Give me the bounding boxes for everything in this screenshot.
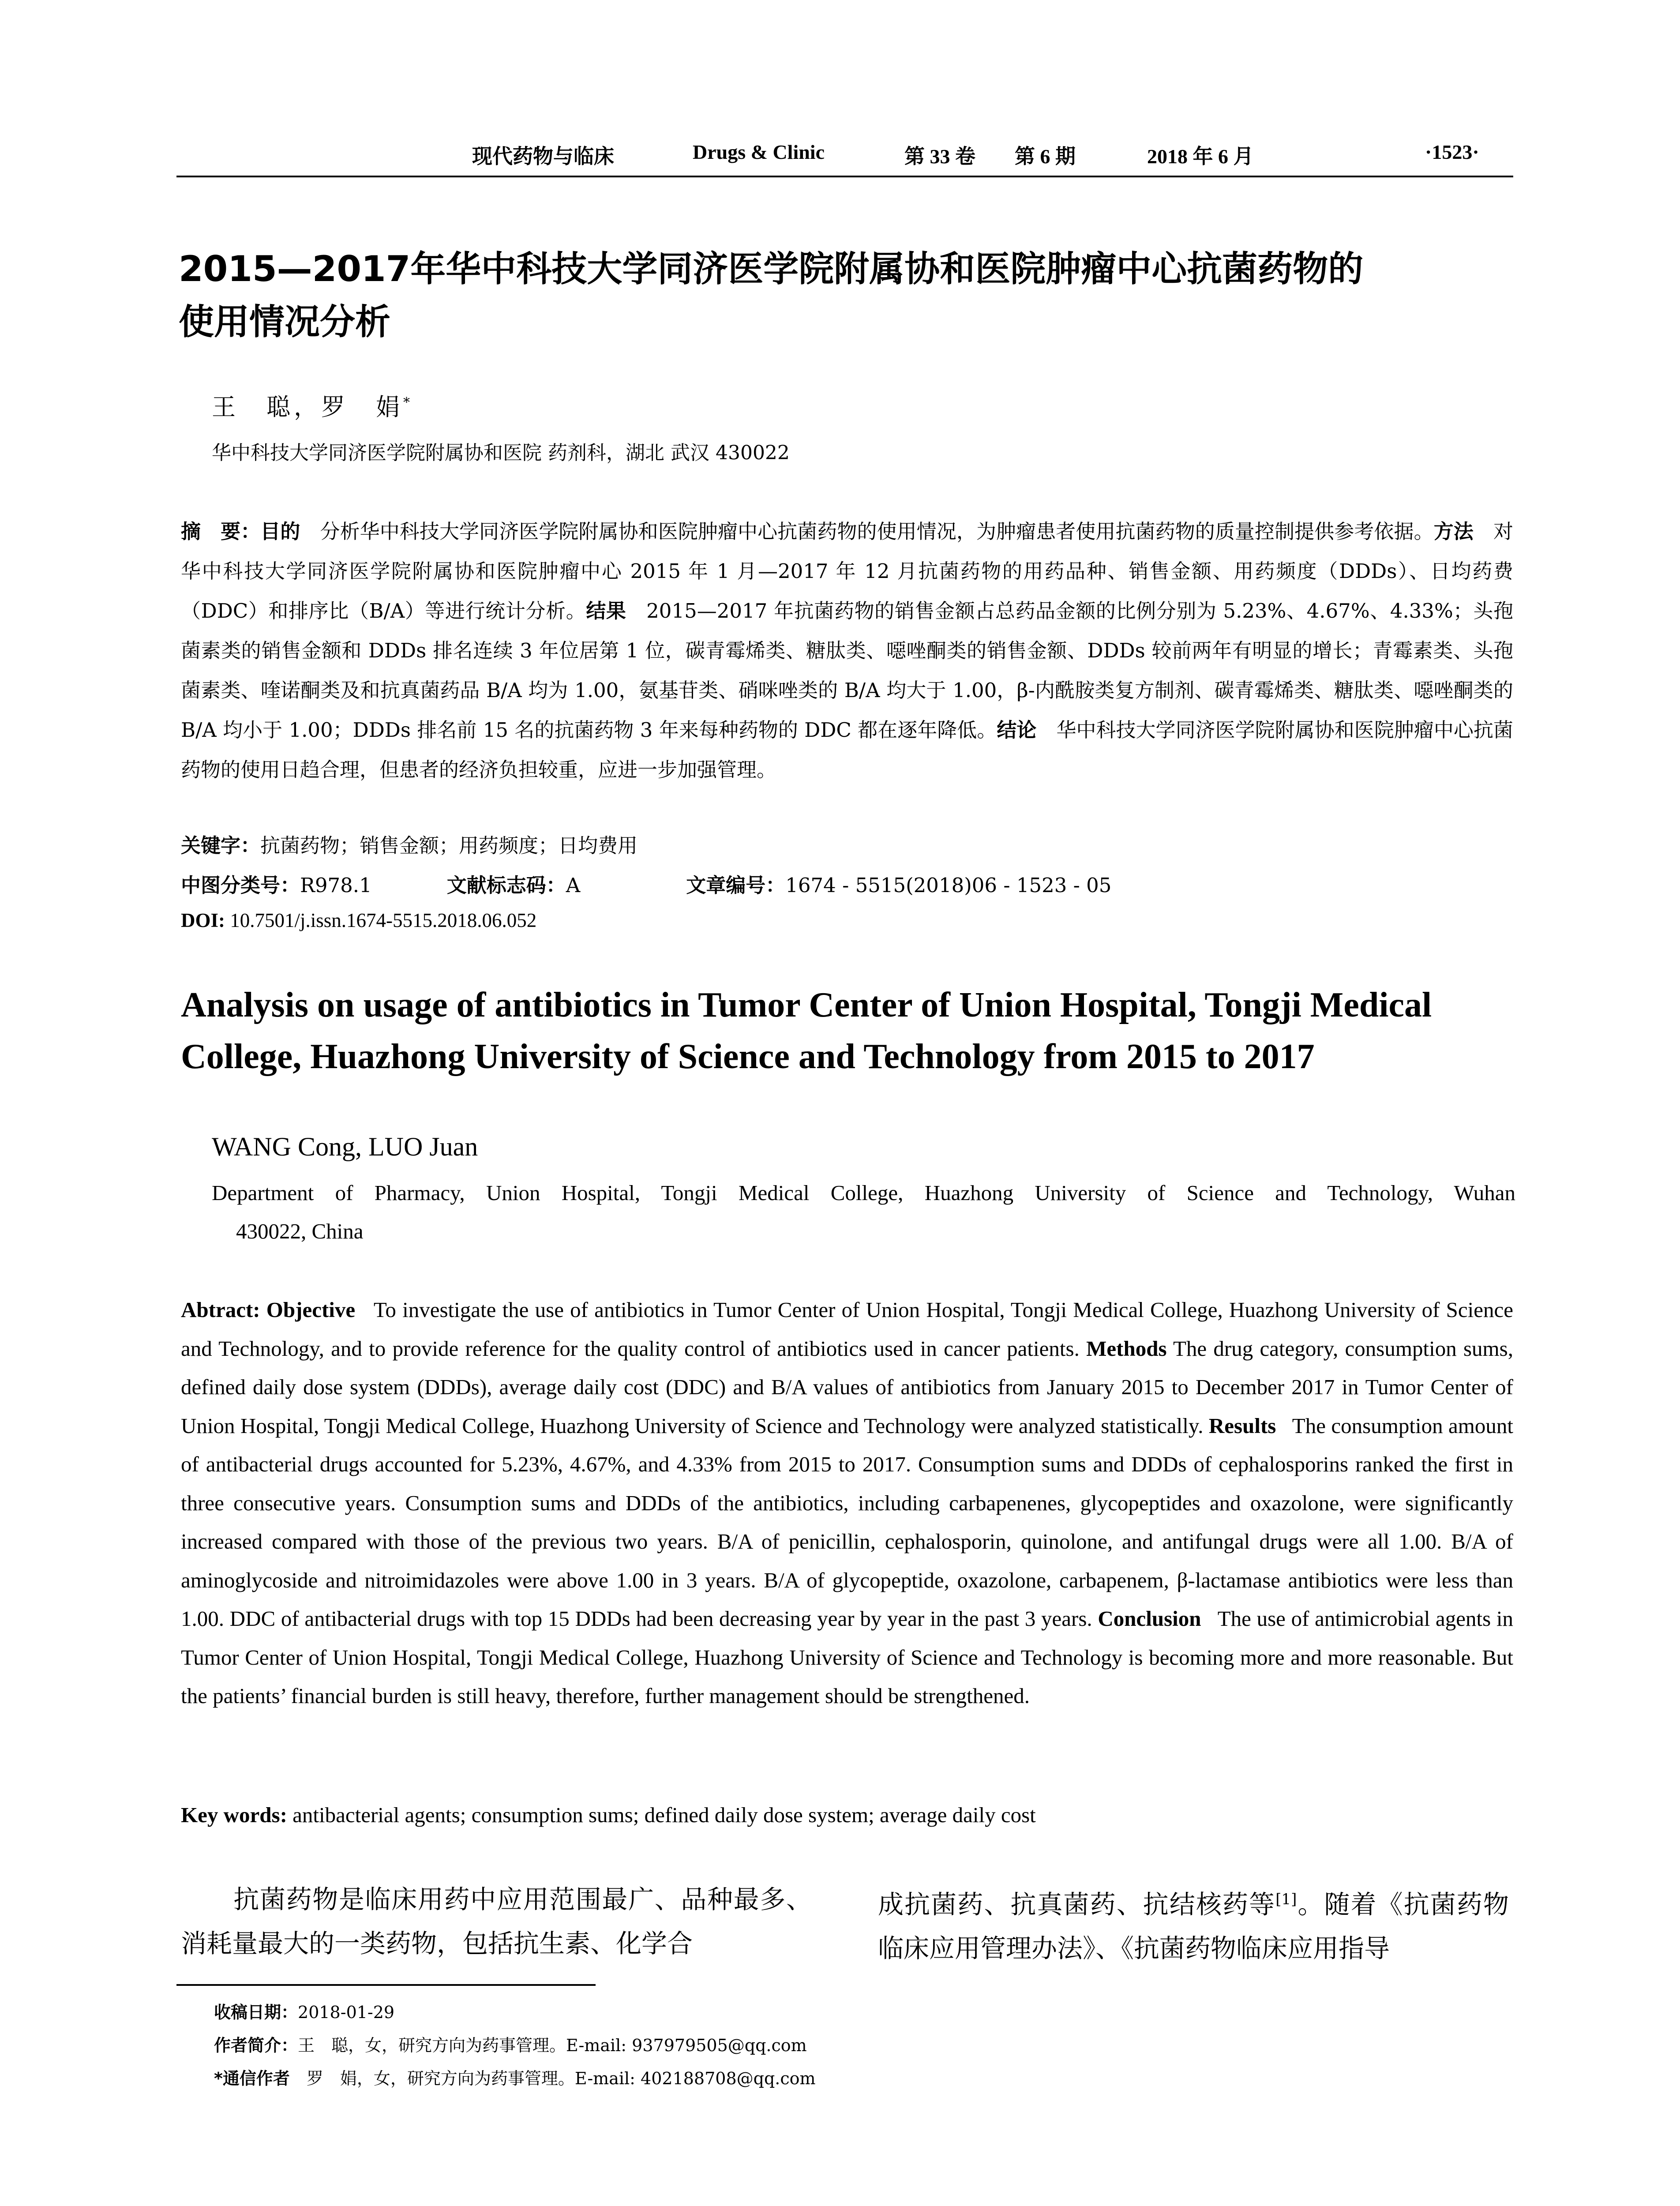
classification-line <box>181 869 1111 898</box>
received-date: 2018-01-29 <box>298 2003 395 2022</box>
body-column-left: 抗菌药物是临床用药中应用范围最广、品种最多、消耗量最大的一类药物，包括抗生素、化学合 <box>181 1884 812 1958</box>
doi-value: 10.7501/j.issn.1674-5515.2018.06.052 <box>230 909 537 931</box>
affiliation-zh: 华中科技大学同济医学院附属协和医院 药剂科，湖北 武汉 430022 <box>212 442 790 464</box>
abstract-en-results-label: Results <box>1208 1413 1276 1438</box>
abstract-zh-objective: 分析华中科技大学同济医学院附属协和医院肿瘤中心抗菌药物的使用情况，为肿瘤患者使用抗菌药物的质量控制提供参考依据。 <box>320 520 1434 543</box>
doi-line <box>181 909 536 932</box>
authors-en: WANG Cong, LUO Juan <box>212 1132 478 1161</box>
abstract-zh-methods: 对华中科技大学同济医学院附属协和医院肿瘤中心 2015 年 1 月—2017 年 12 月抗菌药物的用药品种、销售金额、用药频度（DDDs）、日均药费（DDC）和排序比（B/A）等进行统计分析。 <box>181 520 1513 623</box>
issue: 第 6 期 <box>1015 145 1076 168</box>
keywords-en-text: antibacterial agents; consumption sums; defined daily dose system; average daily cost <box>292 1803 1036 1827</box>
journal-name-en: Drugs & Clinic <box>693 141 825 163</box>
clc-value: R978.1 <box>300 874 372 897</box>
abstract-zh-conclusion-label: 结论 <box>997 718 1037 742</box>
page-number: ·1523· <box>1425 141 1479 163</box>
title-zh-line2: 使用情况分析 <box>179 301 390 342</box>
title-en-line1: Analysis on usage of antibiotics in Tumor Center of Union Hospital, Tongji Medical <box>181 986 1432 1024</box>
abstract-en-methods: The drug category, consumption sums, defined daily dose system (DDDs), average daily cost (DDC) and B/A values of antibiotics from January 2015 to December 2017 in Tumor Center of Union Hospital, Tongji Medical College, Huazhong University of Science and Technology were analyzed statistically. <box>181 1336 1513 1438</box>
doi-label: DOI: <box>181 909 225 931</box>
title-en-line2: College, Huazhong University of Science and Technology from 2015 to 2017 <box>181 1037 1315 1076</box>
abstract-en-methods-label: Methods <box>1086 1336 1167 1361</box>
abstract-en-objective: To investigate the use of antibiotics in Tumor Center of Union Hospital, Tongji Medical College, Huazhong University of Science and Technology, and to provide reference for the quality control of antibiotics used in cancer patients. <box>181 1298 1513 1361</box>
footnote-rule <box>176 1984 596 1986</box>
body-column-right <box>878 1877 1509 1970</box>
abstract-en <box>181 1291 1513 1715</box>
abstract-en-conclusion-label: Conclusion <box>1098 1606 1201 1631</box>
footnote-corresponding <box>214 2065 816 2089</box>
authors-zh <box>212 388 410 422</box>
received-label: 收稿日期： <box>214 2003 298 2022</box>
affiliation-en-line2: 430022, China <box>236 1219 364 1243</box>
keywords-en-label: Key words: <box>181 1803 287 1827</box>
keywords-zh-text: 抗菌药物；销售金额；用药频度；日均费用 <box>260 834 638 857</box>
abstract-zh-methods-label: 方法 <box>1433 520 1474 543</box>
doccode-label: 文献标志码： <box>446 874 566 897</box>
abstract-en-label: Abtract: Objective <box>181 1298 356 1322</box>
corresponding-bio: 罗 娟，女，研究方向为药事管理。E-mail: 402188708@qq.com <box>289 2069 816 2088</box>
abstract-zh-results: 2015—2017 年抗菌药物的销售金额占总药品金额的比例分别为 5.23%、4.67%、4.33%；头孢菌素类的销售金额和 DDDs 排名连续 3 年位居第 1 位，碳青霉烯类、糖肽类、噁唑酮类的销售金额、DDDs 较前两年有明显的增长；青霉素类、头孢菌素类、喹诺酮类及和抗真菌药品 B/A 均为 1.00，氨基苷类、硝咪唑类的 B/A 均大于 1.00，β-内酰胺类复方制剂、碳青霉烯类、糖肽类、噁唑酮类的 B/A 均小于 1.00；DDDs 排名前 15 名的抗菌药物 3 年来每种药物的 DDC 都在逐年降低。 <box>181 599 1513 742</box>
doccode-value: A <box>566 874 581 897</box>
abstract-en-results: The consumption amount of antibacterial drugs accounted for 5.23%, 4.67%, and 4.33% from 2015 to 2017. Consumption sums and DDDs of cephalosporins ranked the first in three consecutive years. Consumption sums and DDDs of the antibiotics, including carbapenenes, glycopeptides and oxazolone, were significantly increased compared with those of the previous two years. B/A of penicillin, cephalosporin, quinolone, and antifungal drugs were all 1.00. B/A of aminoglycoside and nitroimidazoles were above 1.00 in 3 years. B/A of glycopeptide, oxazolone, carbapenem, β-lactamase antibiotics were less than 1.00. DDC of antibacterial drugs with top 15 DDDs had been decreasing year by year in the past 3 years. <box>181 1413 1513 1631</box>
footnote-author <box>214 2032 807 2056</box>
authors-zh-names: 王 聪，罗 娟 <box>212 393 403 421</box>
volume: 第 33 卷 <box>904 145 975 168</box>
author-bio: 王 聪，女，研究方向为药事管理。E-mail: 937979505@qq.com <box>298 2036 807 2055</box>
article-title-en <box>181 979 1522 1083</box>
author-bio-label: 作者简介： <box>214 2036 298 2055</box>
running-header <box>176 140 1513 176</box>
article-title-zh <box>179 243 1515 349</box>
abstract-zh <box>181 512 1513 790</box>
header-rule <box>176 176 1513 177</box>
body-right-text-b: 。随着《抗菌药物临床应用管理办法》、《抗菌药物临床应用指导 <box>878 1889 1509 1964</box>
articleno-label: 文章编号： <box>686 874 786 897</box>
abstract-zh-conclusion: 华中科技大学同济医学院附属协和医院肿瘤中心抗菌药物的使用日趋合理，但患者的经济负担较重，应进一步加强管理。 <box>181 718 1513 781</box>
abstract-zh-label: 摘 要：目的 <box>181 520 300 543</box>
keywords-en <box>181 1802 1036 1827</box>
corresponding-mark: * <box>403 395 410 410</box>
issue-date: 2018 年 6 月 <box>1147 145 1254 168</box>
keywords-zh-label: 关键字： <box>181 834 261 857</box>
affiliation-en <box>212 1174 1515 1250</box>
abstract-en-conclusion: The use of antimicrobial agents in Tumor Center of Union Hospital, Tongji Medical College, Huazhong University of Science and Technology is becoming more and more reasonable. But the patients’ financial burden is still heavy, therefore, further management should be strengthened. <box>181 1606 1513 1708</box>
footnote-received <box>214 1999 394 2023</box>
journal-name-zh: 现代药物与临床 <box>472 145 614 168</box>
body-right-text-a: 成抗菌药、抗真菌药、抗结核药等 <box>878 1889 1276 1920</box>
abstract-zh-results-label: 结果 <box>586 599 626 623</box>
citation-ref: [1] <box>1275 1891 1297 1908</box>
keywords-zh <box>181 829 638 858</box>
corresponding-label: *通信作者 <box>214 2069 290 2088</box>
affiliation-en-line1: Department of Pharmacy, Union Hospital, Tongji Medical College, Huazhong University of Science and Technology, Wuhan <box>212 1181 1515 1205</box>
title-zh-line1: 2015—2017年华中科技大学同济医学院附属协和医院肿瘤中心抗菌药物的 <box>179 248 1364 289</box>
clc-label: 中图分类号： <box>181 874 300 897</box>
articleno-value: 1674 - 5515(2018)06 - 1523 - 05 <box>785 874 1112 897</box>
